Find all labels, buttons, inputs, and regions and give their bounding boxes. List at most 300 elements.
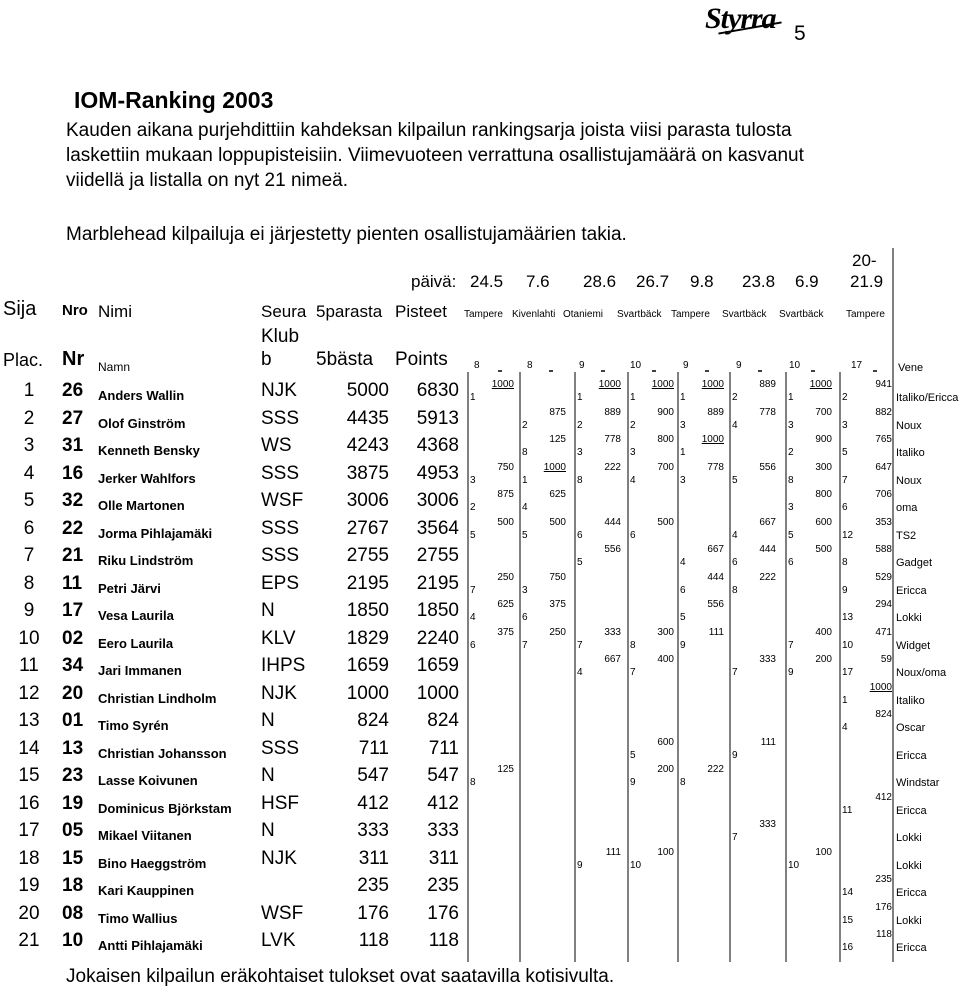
row-points: 311 (428, 847, 459, 869)
result-place: 8 (630, 639, 636, 651)
result-place: 1 (680, 392, 686, 403)
location-1: Kivenlahti (512, 309, 556, 320)
marblehead-note: Marblehead kilpailuja ei järjestetty pienten osallistujamäärien takia. (66, 224, 627, 245)
intro-line-2: laskettiin mukaan loppupisteisiin. Viimevuoteen verrattuna osallistujamäärä on kasvanut (66, 145, 804, 166)
row-club: WSF (261, 490, 304, 511)
row-nr: 27 (62, 407, 84, 429)
result-value: 250 (549, 626, 566, 638)
result-value: 375 (497, 626, 514, 638)
result-value: 100 (815, 846, 832, 858)
row-points: 4368 (416, 435, 459, 456)
row-plac: 1 (23, 380, 35, 401)
row-plac: 17 (18, 820, 40, 841)
result-place: 1 (577, 392, 583, 403)
result-place: 7 (522, 639, 528, 651)
result-value: 444 (707, 571, 724, 583)
row-points: 2195 (416, 572, 459, 594)
row-best5: 711 (358, 737, 389, 759)
result-place: 5 (522, 529, 528, 541)
result-value: 200 (657, 764, 674, 775)
result-place: 5 (842, 447, 848, 458)
result-value: 222 (604, 461, 621, 473)
row-best5: 1829 (346, 627, 389, 649)
result-value: 882 (875, 406, 892, 418)
row-plac: 8 (23, 572, 35, 594)
row-name: Mikael Viitanen (98, 828, 192, 843)
row-plac: 21 (18, 930, 40, 951)
row-boat: Noux (896, 419, 922, 432)
result-place: 6 (630, 529, 636, 541)
result-place: 15 (842, 914, 854, 926)
row-points: 3564 (416, 517, 459, 539)
result-place: 10 (788, 859, 800, 871)
result-place: 3 (788, 419, 794, 431)
date-1: 7.6 (526, 272, 550, 291)
result-value: 778 (707, 461, 724, 473)
result-value: 300 (815, 461, 832, 473)
row-nr: 16 (62, 462, 84, 484)
result-value: 667 (707, 544, 724, 555)
result-value: 1000 (491, 379, 514, 390)
row-name: Anders Wallin (98, 388, 185, 403)
result-place: 5 (732, 474, 738, 486)
styrra-logo: Styrra (705, 2, 776, 35)
row-best5: 235 (357, 875, 389, 896)
row-boat: Lokki (896, 859, 922, 872)
result-place: 9 (732, 749, 738, 761)
row-name: Olof Ginström (98, 415, 186, 431)
result-value: 100 (657, 846, 674, 858)
row-boat: Ericca (896, 584, 927, 597)
result-value: 353 (875, 516, 892, 528)
result-value: 250 (497, 571, 514, 583)
row-points: 6830 (416, 380, 459, 401)
row-nr: 01 (62, 710, 84, 731)
result-place: 2 (788, 447, 794, 458)
result-value: 750 (549, 571, 566, 583)
row-name: Petri Järvi (98, 580, 161, 596)
participants-0: 8 (474, 360, 480, 371)
row-nr: 23 (62, 765, 84, 786)
row-club: IHPS (261, 655, 306, 676)
row-name: Lasse Koivunen (98, 773, 198, 788)
page-number: 5 (794, 22, 806, 45)
row-name: Bino Haeggström (98, 855, 207, 871)
header-5parasta: 5parasta (316, 302, 383, 321)
row-nr: 11 (62, 572, 83, 594)
result-place: 9 (577, 859, 583, 871)
row-plac: 5 (23, 490, 35, 511)
result-place: 5 (470, 529, 476, 541)
row-club: N (261, 820, 275, 841)
date-3: 26.7 (636, 272, 670, 291)
result-place: 6 (842, 502, 848, 513)
result-value: 222 (707, 764, 724, 775)
row-boat: Noux (896, 474, 922, 487)
result-place: 10 (842, 639, 854, 651)
intro-line-3: viidellä ja listalla on nyt 21 nimeä. (66, 170, 348, 191)
header-sija: Sija (3, 298, 37, 320)
row-club: EPS (261, 572, 300, 594)
row-plac: 2 (23, 407, 35, 429)
header-points: Points (395, 349, 448, 370)
result-value: 400 (815, 626, 832, 638)
result-value: 600 (657, 736, 674, 748)
result-value: 556 (707, 599, 724, 610)
row-points: 824 (427, 710, 459, 731)
row-points: 547 (427, 765, 459, 786)
result-place: 4 (577, 667, 583, 678)
row-plac: 10 (18, 627, 40, 649)
participants-6: 10 (789, 360, 801, 371)
result-place: 2 (577, 419, 583, 431)
row-best5: 3006 (346, 490, 389, 511)
result-place: 16 (842, 942, 854, 953)
row-nr: 08 (62, 902, 84, 924)
result-value: 778 (604, 434, 621, 445)
row-plac: 9 (23, 600, 35, 621)
row-boat: Noux/oma (896, 667, 947, 679)
row-name: Timo Syrén (98, 718, 169, 733)
result-value: 556 (759, 461, 776, 473)
location-4: Tampere (671, 309, 710, 320)
row-boat: Ericca (896, 749, 927, 762)
result-place: 9 (788, 667, 794, 678)
result-value: 625 (497, 599, 514, 610)
location-0: Tampere (464, 309, 503, 320)
result-place: 11 (842, 804, 853, 816)
result-place: 5 (680, 612, 686, 623)
result-place: 3 (788, 502, 794, 513)
result-value: 235 (875, 874, 892, 885)
result-place: 4 (522, 502, 528, 513)
result-value: 333 (604, 626, 621, 638)
row-name: Antti Pihlajamäki (98, 938, 203, 953)
row-nr: 10 (62, 930, 84, 951)
result-value: 1000 (543, 461, 566, 473)
row-boat: Gadget (896, 557, 933, 569)
result-place: 1 (630, 392, 636, 403)
result-place: 6 (577, 529, 583, 541)
page-title: IOM-Ranking 2003 (74, 87, 274, 113)
result-place: 8 (577, 474, 583, 486)
result-value: 1000 (809, 379, 832, 390)
row-plac: 4 (23, 462, 35, 484)
header-plac: Plac. (3, 350, 44, 370)
row-nr: 20 (62, 682, 84, 704)
result-value: 59 (880, 654, 892, 665)
row-boat: Ericca (896, 887, 927, 899)
row-points: 2240 (416, 627, 459, 649)
row-boat: Windstar (896, 777, 940, 789)
row-best5: 4243 (346, 435, 389, 456)
result-value: 600 (815, 516, 832, 528)
result-place: 8 (732, 584, 738, 596)
row-boat: TS2 (896, 529, 917, 542)
result-value: 333 (759, 819, 776, 830)
result-place: 3 (842, 419, 848, 431)
result-value: 111 (760, 736, 776, 748)
row-best5: 3875 (346, 462, 389, 484)
result-place: 1 (470, 392, 476, 403)
result-place: 3 (680, 474, 686, 486)
location-7: Tampere (846, 309, 885, 320)
result-place: 7 (732, 667, 738, 678)
location-5: Svartbäck (722, 309, 767, 320)
header-nimi: Nimi (98, 302, 132, 321)
row-best5: 2767 (346, 517, 389, 539)
result-value: 529 (875, 571, 892, 583)
result-place: 5 (577, 557, 583, 568)
row-plac: 12 (18, 682, 40, 704)
result-place: 9 (680, 639, 686, 651)
row-boat: Ericca (896, 804, 927, 817)
result-value: 125 (497, 764, 514, 775)
row-best5: 412 (357, 792, 389, 814)
row-points: 3006 (416, 490, 459, 511)
row-points: 235 (427, 875, 459, 896)
result-place: 1 (788, 392, 794, 403)
result-place: 2 (470, 502, 476, 513)
participants-3: 10 (630, 360, 642, 371)
row-club: WS (261, 435, 292, 456)
row-plac: 6 (23, 517, 35, 539)
result-place: 7 (577, 639, 583, 651)
row-points: 4953 (416, 462, 459, 484)
result-place: 7 (630, 667, 636, 678)
result-value: 625 (549, 489, 566, 500)
result-value: 176 (875, 901, 892, 913)
row-nr: 32 (62, 490, 84, 511)
row-name: Christian Johansson (98, 745, 227, 761)
result-value: 1000 (701, 434, 724, 445)
date-0: 24.5 (470, 272, 504, 291)
row-club: N (261, 600, 275, 621)
result-place: 2 (842, 392, 848, 403)
location-2: Otaniemi (563, 309, 604, 320)
row-club: WSF (261, 902, 304, 924)
result-value: 222 (759, 571, 776, 583)
row-nr: 18 (62, 875, 84, 896)
result-value: 778 (759, 406, 776, 418)
row-nr: 26 (62, 380, 84, 401)
header-pisteet: Pisteet (395, 302, 447, 321)
row-points: 1659 (416, 655, 459, 676)
result-place: 2 (522, 419, 528, 431)
result-place: 3 (470, 474, 476, 486)
result-value: 765 (875, 434, 892, 445)
result-place: 6 (788, 557, 794, 568)
result-place: 2 (630, 419, 636, 431)
row-plac: 15 (18, 765, 40, 786)
result-value: 588 (875, 544, 892, 555)
result-place: 8 (680, 777, 686, 788)
result-value: 875 (549, 406, 566, 418)
result-value: 500 (497, 516, 514, 528)
row-club: NJK (261, 380, 297, 401)
result-value: 412 (875, 791, 892, 803)
result-value: 900 (815, 434, 832, 445)
result-value: 824 (875, 709, 892, 720)
row-name: Riku Lindström (98, 553, 194, 568)
row-boat: Italiko (896, 694, 925, 707)
participants-7: 17 (851, 360, 863, 371)
result-value: 700 (657, 461, 674, 473)
header-namn: Namn (98, 360, 131, 374)
row-club: N (261, 710, 275, 731)
row-best5: 2195 (346, 572, 389, 594)
result-value: 556 (604, 544, 621, 555)
result-place: 7 (732, 832, 738, 843)
row-nr: 22 (62, 517, 84, 539)
result-value: 333 (759, 654, 776, 665)
result-value: 500 (549, 516, 566, 528)
row-name: Kenneth Bensky (98, 443, 200, 458)
result-place: 4 (732, 529, 738, 541)
row-points: 1000 (416, 682, 459, 704)
result-value: 941 (875, 379, 892, 390)
header-5basta: 5bästa (316, 349, 374, 370)
date-2: 28.6 (583, 272, 617, 291)
date-6: 6.9 (795, 272, 819, 291)
row-points: 711 (428, 737, 459, 759)
result-value: 800 (815, 489, 832, 500)
result-value: 500 (815, 544, 832, 555)
row-club: SSS (261, 407, 300, 429)
row-best5: 311 (358, 847, 389, 869)
row-points: 5913 (416, 407, 459, 429)
result-value: 125 (549, 434, 566, 445)
intro-line-1: Kauden aikana purjehdittiin kahdeksan kilpailun rankingsarja joista viisi parasta tulosta (66, 120, 792, 141)
result-value: 900 (657, 406, 674, 418)
header-nr: Nr (62, 348, 85, 370)
date-last-line2: 21.9 (850, 272, 884, 291)
result-place: 8 (842, 557, 848, 568)
result-place: 9 (630, 777, 636, 788)
result-value: 294 (875, 599, 892, 610)
result-value: 1000 (651, 379, 674, 390)
result-value: 889 (707, 406, 724, 418)
row-points: 118 (428, 930, 459, 951)
row-name: Dominicus Björkstam (98, 800, 232, 816)
row-boat: Oscar (896, 722, 926, 734)
row-nr: 31 (62, 435, 84, 456)
row-boat: Ericca (896, 942, 927, 954)
row-club: N (261, 765, 275, 786)
row-name: Eero Laurila (98, 635, 174, 651)
result-place: 6 (522, 612, 528, 623)
result-place: 8 (788, 474, 794, 486)
result-value: 1000 (598, 379, 621, 390)
result-place: 5 (630, 749, 636, 761)
result-value: 750 (497, 461, 514, 473)
row-nr: 34 (62, 655, 84, 676)
row-plac: 16 (18, 792, 40, 814)
row-plac: 18 (18, 847, 40, 869)
result-value: 111 (708, 626, 724, 638)
row-best5: 333 (357, 820, 389, 841)
result-value: 1000 (701, 379, 724, 390)
row-best5: 1850 (346, 600, 389, 621)
date-4: 9.8 (690, 272, 714, 291)
result-place: 3 (577, 447, 583, 458)
participants-1: 8 (527, 360, 533, 371)
participants-4: 9 (683, 360, 689, 371)
result-place: 5 (788, 529, 794, 541)
header-vene: Vene (898, 362, 924, 374)
row-points: 333 (427, 820, 459, 841)
row-boat: oma (896, 502, 918, 514)
row-name: Jari Immanen (98, 663, 182, 678)
participants-2: 9 (579, 360, 585, 371)
result-place: 7 (470, 584, 476, 596)
row-club: SSS (261, 462, 300, 484)
result-value: 471 (875, 626, 892, 638)
row-boat: Widget (896, 639, 931, 652)
row-name: Kari Kauppinen (98, 883, 195, 898)
result-value: 667 (604, 654, 621, 665)
row-plac: 7 (23, 545, 35, 566)
result-place: 2 (732, 392, 738, 403)
row-nr: 21 (62, 545, 84, 566)
result-place: 6 (470, 639, 476, 651)
row-nr: 15 (62, 847, 84, 869)
row-name: Jerker Wahlfors (98, 470, 196, 486)
row-best5: 176 (357, 902, 389, 924)
location-6: Svartbäck (779, 309, 824, 320)
row-plac: 20 (18, 902, 40, 924)
row-boat: Lokki (896, 832, 922, 844)
result-place: 4 (842, 722, 848, 733)
header-seura: Seura (261, 302, 307, 321)
row-club: NJK (261, 847, 297, 869)
result-place: 9 (842, 584, 848, 596)
result-place: 17 (842, 667, 854, 678)
date-5: 23.8 (742, 272, 776, 291)
result-value: 444 (759, 544, 776, 555)
row-best5: 4435 (346, 407, 389, 429)
result-place: 4 (680, 557, 686, 568)
row-best5: 1000 (346, 682, 389, 704)
result-place: 4 (470, 612, 476, 623)
row-nr: 17 (62, 600, 84, 621)
row-points: 412 (427, 792, 459, 814)
paiva-label: päivä: (411, 272, 457, 291)
result-value: 1000 (869, 681, 892, 693)
row-best5: 547 (357, 765, 389, 786)
row-best5: 118 (358, 930, 389, 951)
result-value: 889 (604, 406, 621, 418)
row-plac: 13 (18, 710, 40, 731)
row-boat: Italiko/Ericca (896, 392, 959, 404)
row-nr: 05 (62, 820, 84, 841)
result-place: 4 (732, 419, 738, 431)
result-value: 500 (657, 516, 674, 528)
result-value: 444 (604, 516, 621, 528)
row-points: 1850 (416, 600, 459, 621)
result-place: 7 (788, 639, 794, 651)
result-place: 3 (680, 419, 686, 431)
row-plac: 14 (18, 737, 40, 759)
result-place: 3 (522, 584, 528, 596)
row-points: 176 (427, 902, 459, 924)
result-place: 1 (522, 474, 528, 486)
result-value: 118 (876, 929, 892, 940)
date-last-line1: 20- (852, 251, 877, 270)
result-value: 667 (759, 516, 776, 528)
row-plac: 11 (19, 655, 39, 676)
result-place: 6 (680, 584, 686, 596)
